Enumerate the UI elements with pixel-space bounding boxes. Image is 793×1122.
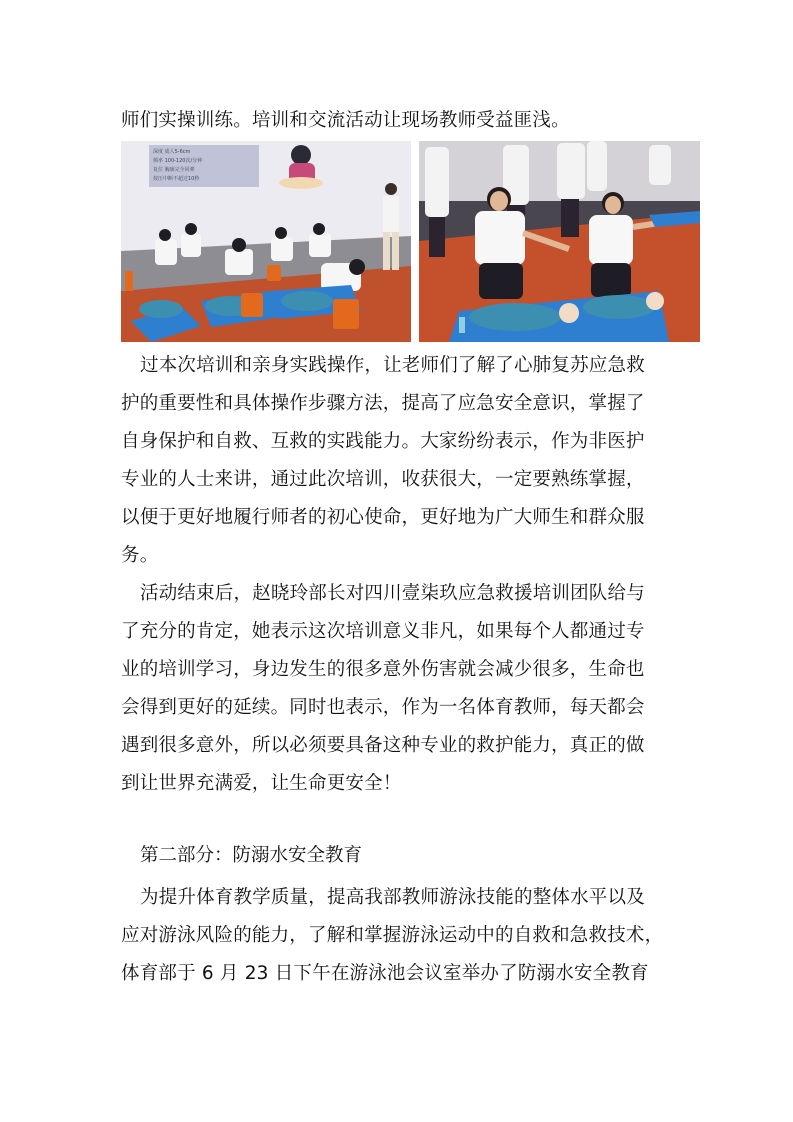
slide-line: 频率 100-120次/分钟 [153,158,203,164]
cpr-training-photo-right [419,141,700,342]
paragraph-1 [121,102,681,140]
text-line: 到让世界充满爱，让生命更安全！ [121,773,402,794]
slide-line: 按压中断不超过10秒 [153,176,200,182]
text-line: 会得到更好的延续。同时也表示，作为一名体育教师，每天都会 [121,697,645,718]
text-line: 过本次培训和亲身实践操作，让老师们了解了心肺复苏应急救 [140,355,645,376]
text-line: 应对游泳风险的能力，了解和掌握游泳运动中的自救和急救技术， [121,925,664,946]
text-line: 专业的人士来讲，通过此次培训，收获很大，一定要熟练掌握， [121,469,645,490]
text-line: 业的培训学习，身边发生的很多意外伤害就会减少很多，生命也 [121,659,645,680]
paragraph-4 [121,879,681,993]
text-line: 活动结束后，赵晓玲部长对四川壹柒玖应急救援培训团队给与 [140,583,645,604]
slide-line: 复位 胸廓完全回弹 [153,167,195,173]
text-line: 为提升体育教学质量，提高我部教师游泳技能的整体水平以及 [140,887,645,908]
text-line: 师们实操训练。培训和交流活动让现场教师受益匪浅。 [121,110,570,131]
cpr-training-photo-left [121,141,411,342]
text-line: 护的重要性和具体操作步骤方法，提高了应急安全意识，掌握了 [121,393,645,414]
text-line: 以便于更好地履行师者的初心使命，更好地为广大师生和群众服 [121,507,645,528]
slide-line: 深度 成人5-6cm [153,149,191,155]
paragraph-2 [121,347,681,575]
text-line: 遇到很多意外，所以必须要具备这种专业的救护能力，真正的做 [121,735,645,756]
text-line: 体育部于 6 月 23 日下午在游泳池会议室举办了防溺水安全教育 [121,963,649,984]
section-heading: 第二部分：防溺水安全教育 [140,845,363,866]
paragraph-3 [121,575,681,803]
text-line: 自身保护和自救、互救的实践能力。大家纷纷表示，作为非医护 [121,431,645,452]
text-line: 务。 [121,545,159,566]
text-line: 了充分的肯定，她表示这次培训意义非凡，如果每个人都通过专 [121,621,645,642]
